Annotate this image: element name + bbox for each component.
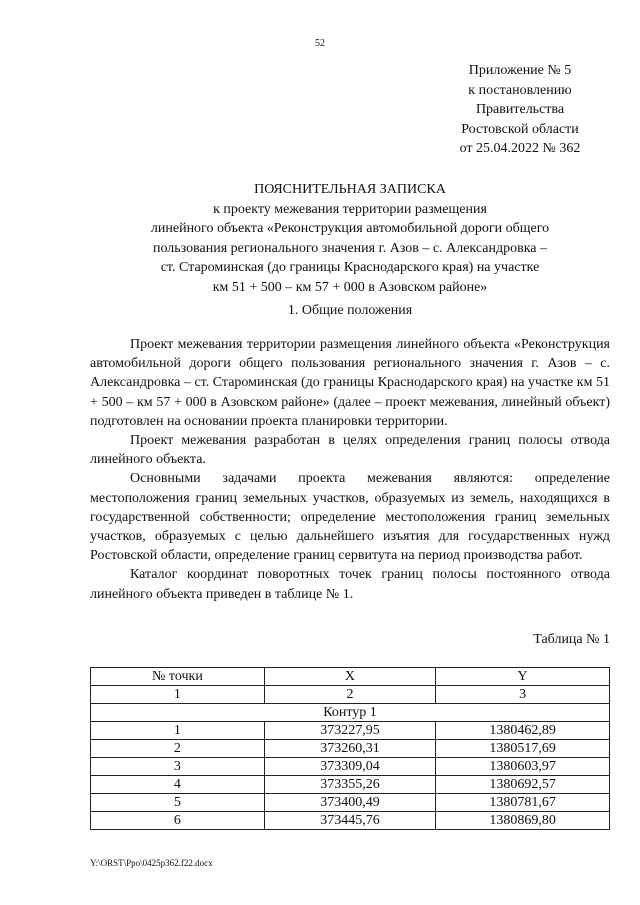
table-row [91, 794, 610, 812]
appendix-reference [420, 61, 620, 159]
column-number: 1 [91, 686, 265, 704]
point-number: 6 [91, 812, 265, 830]
x-value: 373355,26 [264, 776, 435, 794]
paragraph: Проект межевания разработан в целях определения границ полосы отвода линейного объекта. [90, 433, 610, 468]
point-number: 3 [91, 758, 265, 776]
title-line: ст. Староминская (до границы Краснодарского края) на участке [160, 260, 540, 275]
point-number: 2 [91, 740, 265, 758]
body-text [90, 335, 610, 604]
appendix-line: Правительства [475, 102, 565, 118]
y-value: 1380517,69 [436, 740, 610, 758]
contour-label: Контур 1 [91, 704, 610, 722]
title-line: км 51 + 500 – км 57 + 000 в Азовском районе» [212, 279, 488, 295]
table-caption: Таблица № 1 [533, 632, 610, 647]
y-value: 1380603,97 [436, 758, 610, 776]
table-row [91, 812, 610, 830]
point-number: 4 [91, 776, 265, 794]
footer-file-path: Y:\ORST\Ppo\0425p362.f22.docx [90, 858, 213, 868]
point-number: 1 [91, 722, 265, 740]
x-value: 373309,04 [264, 758, 435, 776]
header-point-number: № точки [91, 668, 265, 686]
y-value: 1380869,80 [436, 812, 610, 830]
y-value: 1380781,67 [436, 794, 610, 812]
column-number-row [91, 686, 610, 704]
title-line: к проекту межевания территории размещения [213, 201, 487, 217]
title-line: пользования регионального значения г. Азов – с. Александровка – [152, 240, 548, 256]
title-heading: ПОЯСНИТЕЛЬНАЯ ЗАПИСКА [254, 182, 446, 197]
table-row [91, 722, 610, 740]
column-number: 3 [436, 686, 610, 704]
appendix-line: от 25.04.2022 № 362 [459, 141, 581, 157]
paragraph: Основными задачами проекта межевания являются: определение местоположения границ земельных участков, образуемых из земель, находящихся в государственной собственности; определение местоположения границ земельных участков, образуемых с целью дальнейшего изъятия для государственных нужд Ростовской области, определение границ сервитута на период производства работ. [90, 471, 610, 564]
y-value: 1380462,89 [436, 722, 610, 740]
table-row [91, 740, 610, 758]
paragraph: Проект межевания территории размещения линейного объекта «Реконструкция автомобильной дороги общего пользования регионального значения г. Азов – с. Александровка – ст. Староминская (до границы Краснодарского края) на участке км 51 + 500 – км 57 + 000 в Азовском районе» (далее – проект межевания, линейный объект) подготовлен на основании проекта планировки территории. [90, 337, 610, 429]
appendix-line: Ростовской области [461, 121, 579, 137]
page-number: 52 [315, 38, 325, 49]
title-line: линейного объекта «Реконструкция автомобильной дороги общего [150, 221, 550, 236]
table-row [91, 776, 610, 794]
point-number: 5 [91, 794, 265, 812]
column-number: 2 [264, 686, 435, 704]
x-value: 373400,49 [264, 794, 435, 812]
table-header-row [91, 668, 610, 686]
y-value: 1380692,57 [436, 776, 610, 794]
section-heading: 1. Общие положения [287, 303, 413, 318]
header-x: X [264, 668, 435, 686]
coordinates-table [90, 667, 610, 830]
x-value: 373445,76 [264, 812, 435, 830]
header-y: Y [436, 668, 610, 686]
contour-row [91, 704, 610, 722]
table-row [91, 758, 610, 776]
paragraph: Каталог координат поворотных точек границ полосы постоянного отвода линейного объекта приведен в таблице № 1. [90, 567, 610, 602]
x-value: 373260,31 [264, 740, 435, 758]
appendix-line: Приложение № 5 [468, 63, 572, 78]
document-title [90, 180, 610, 297]
x-value: 373227,95 [264, 722, 435, 740]
appendix-line: к постановлению [468, 82, 572, 98]
